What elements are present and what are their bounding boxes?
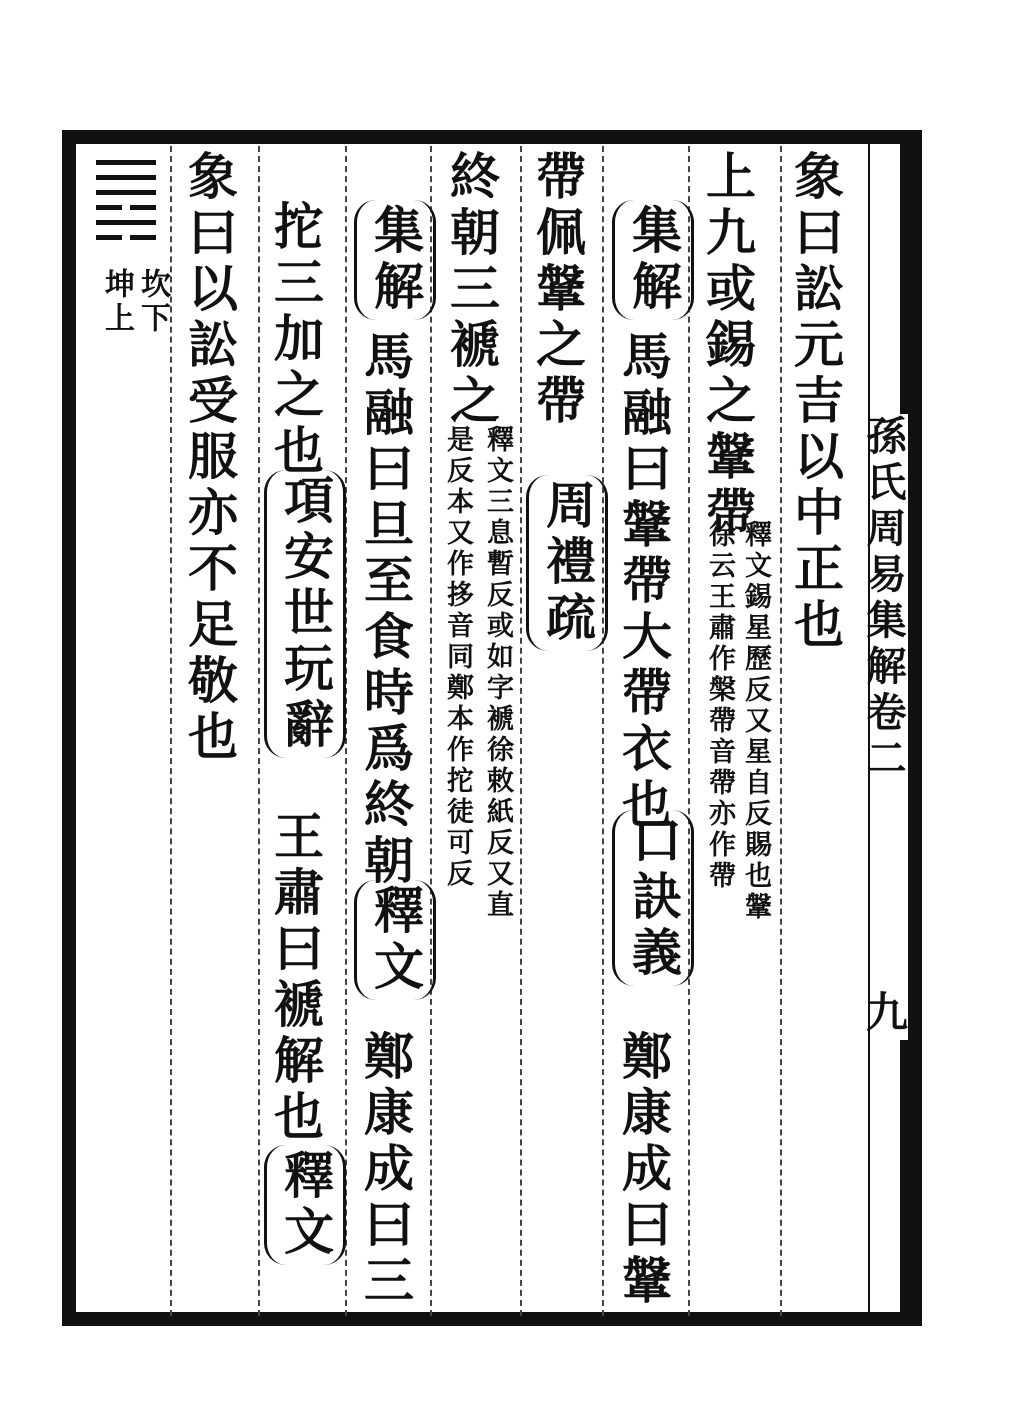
hexagram-broken-line (96, 205, 156, 210)
hexagram-upper-label: 坤上 (99, 268, 134, 336)
text-column-8: 象曰以訟受服亦不足敬也 (180, 150, 239, 766)
margin-fishtail-top (900, 144, 918, 414)
song-hexagram (96, 160, 156, 250)
text-column-2-note-left: 徐云王肅作槃帶音帶亦作帶 (704, 520, 735, 892)
jijie-tag: 集解 (612, 200, 694, 320)
text-column-6-end: 鄭康成曰三 (356, 1030, 415, 1310)
text-column-2-note-right: 釋文錫星歷反又星自反賜也鞶 (740, 520, 771, 923)
koujueyi-tag: 口訣義 (612, 810, 694, 986)
column-divider (258, 146, 260, 1316)
text-column-3-end: 鄭康成曰鞶 (614, 1030, 673, 1310)
text-column-1: 象曰訟元吉以中正也 (786, 150, 845, 654)
hexagram-broken-line (96, 235, 156, 240)
shiwen-tag: 釋文 (264, 1145, 346, 1265)
text-column-5-note-right: 釋文三息暫反或如字褫徐敕紙反又直 (482, 425, 513, 921)
xiang-anshi-tag: 項安世玩辭 (264, 470, 346, 758)
hexagram-solid-line (96, 220, 156, 225)
text-column-7-main: 拕三加之也 (266, 200, 325, 480)
shiwen-tag: 釋文 (354, 880, 436, 1000)
text-column-5-main: 終朝三褫之 (442, 150, 501, 430)
column-divider (602, 146, 604, 1316)
zhouli-tag: 周禮疏 (526, 475, 608, 651)
hexagram-solid-line (96, 190, 156, 195)
hexagram-solid-line (96, 175, 156, 180)
column-divider (520, 146, 522, 1316)
book-title: 孫氏周易集解卷二 (860, 415, 907, 783)
margin-fishtail-bottom (900, 1040, 918, 1312)
hexagram-lower-label: 坎下 (135, 268, 170, 336)
text-column-3-main: 馬融曰鞶帶大帶衣也 (614, 330, 673, 834)
hexagram-solid-line (96, 160, 156, 165)
column-divider (430, 146, 432, 1316)
text-column-5-note-left: 是反本又作拸音同鄭本作拕徒可反 (442, 425, 473, 890)
column-divider (688, 146, 690, 1316)
jijie-tag: 集解 (354, 200, 436, 320)
text-column-4-main: 帶佩鞶之帶 (528, 150, 587, 430)
text-column-7-end: 王肅曰褫解也 (266, 810, 325, 1146)
column-divider (780, 146, 782, 1316)
text-column-6-main: 馬融曰旦至食時爲終朝 (356, 330, 415, 890)
page-number: 九 (860, 990, 909, 1032)
text-column-2-main: 上九或錫之鞶帶 (698, 150, 757, 542)
